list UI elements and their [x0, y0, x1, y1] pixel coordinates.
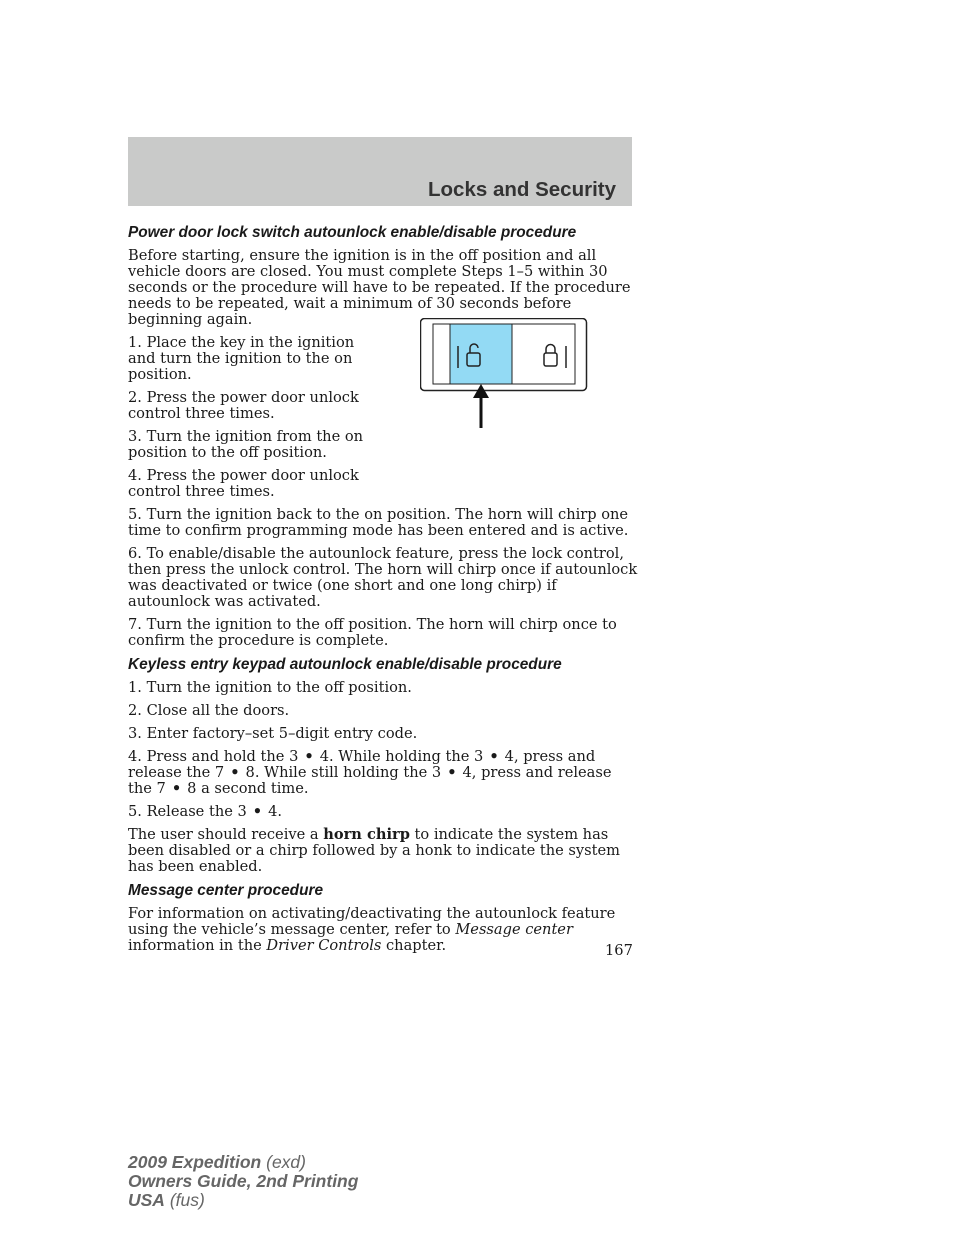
power-intro: Before starting, ensure the ignition is in the off position and all vehicle doors are closed. You must complete Steps 1–5 within 30 seconds or the procedure will have to be repeated. If the procedure needs to be repeated, wait a minimum of 30 seconds before beginning again.: [128, 247, 631, 328]
message-center-ref: Message center: [455, 921, 573, 938]
power-heading: Power door lock switch autounlock enable/disable procedure: [128, 224, 577, 241]
header-band: [128, 137, 632, 206]
page-number: 167: [605, 942, 633, 959]
power-step-5: 5. Turn the ignition back to the on position. The horn will chirp one time to confirm programming mode has been entered and is active.: [128, 506, 629, 539]
message-text: For information on activating/deactivating the autounlock feature using the vehicle’s message center, refer to Message center information in the Driver Controls chapter.: [128, 905, 616, 954]
bullet-icon: •: [304, 748, 314, 765]
bullet-icon: •: [230, 764, 240, 781]
keypad-step-3: 3. Enter factory–set 5–digit entry code.: [128, 725, 418, 742]
keypad-step-4: 4. Press and hold the 3 • 4. While holding the 3 • 4, press and release the 7 • 8. While still holding the 3 • 4, press and release the 7 • 8 a second time.: [128, 748, 612, 797]
power-step-4: 4. Press the power door unlock control three times.: [128, 467, 359, 500]
horn-chirp-term: horn chirp: [323, 826, 410, 843]
power-step-2: 2. Press the power door unlock control three times.: [128, 389, 359, 422]
keypad-step-2: 2. Close all the doors.: [128, 702, 290, 719]
driver-controls-ref: Driver Controls: [266, 937, 382, 954]
bullet-icon: •: [252, 803, 263, 820]
lock-switch-figure: [420, 318, 588, 430]
bullet-icon: •: [489, 748, 499, 765]
power-step-1: 1. Place the key in the ignition and turn the ignition to the on position.: [128, 334, 355, 383]
message-heading: Message center procedure: [128, 882, 324, 899]
keypad-step-1: 1. Turn the ignition to the off position.: [128, 679, 412, 696]
power-step-7: 7. Turn the ignition to the off position. The horn will chirp once to confirm the procedure is complete.: [128, 616, 617, 649]
door-lock-switch-diagram: [420, 318, 588, 430]
power-step-3: 3. Turn the ignition from the on position to the off position.: [128, 428, 364, 461]
section-title: Locks and Security: [428, 178, 616, 201]
bullet-icon: •: [171, 780, 182, 797]
power-step-6: 6. To enable/disable the autounlock feature, press the lock control, then press the unlock control. The horn will chirp once if autounlock was deactivated or twice (one short and one long chirp) if autounlock was activated.: [128, 545, 638, 610]
keypad-heading: Keyless entry keypad autounlock enable/disable procedure: [128, 656, 562, 673]
keypad-note: The user should receive a horn chirp to indicate the system has been disabled or a chirp followed by a honk to indicate the system has been enabled.: [128, 826, 620, 875]
keypad-step-5: 5. Release the 3 • 4.: [128, 803, 283, 820]
bullet-icon: •: [447, 764, 457, 781]
unlock-control-highlight: [450, 324, 512, 384]
footer: 2009 Expedition (exd) Owners Guide, 2nd Printing USA (fus): [128, 1152, 359, 1210]
